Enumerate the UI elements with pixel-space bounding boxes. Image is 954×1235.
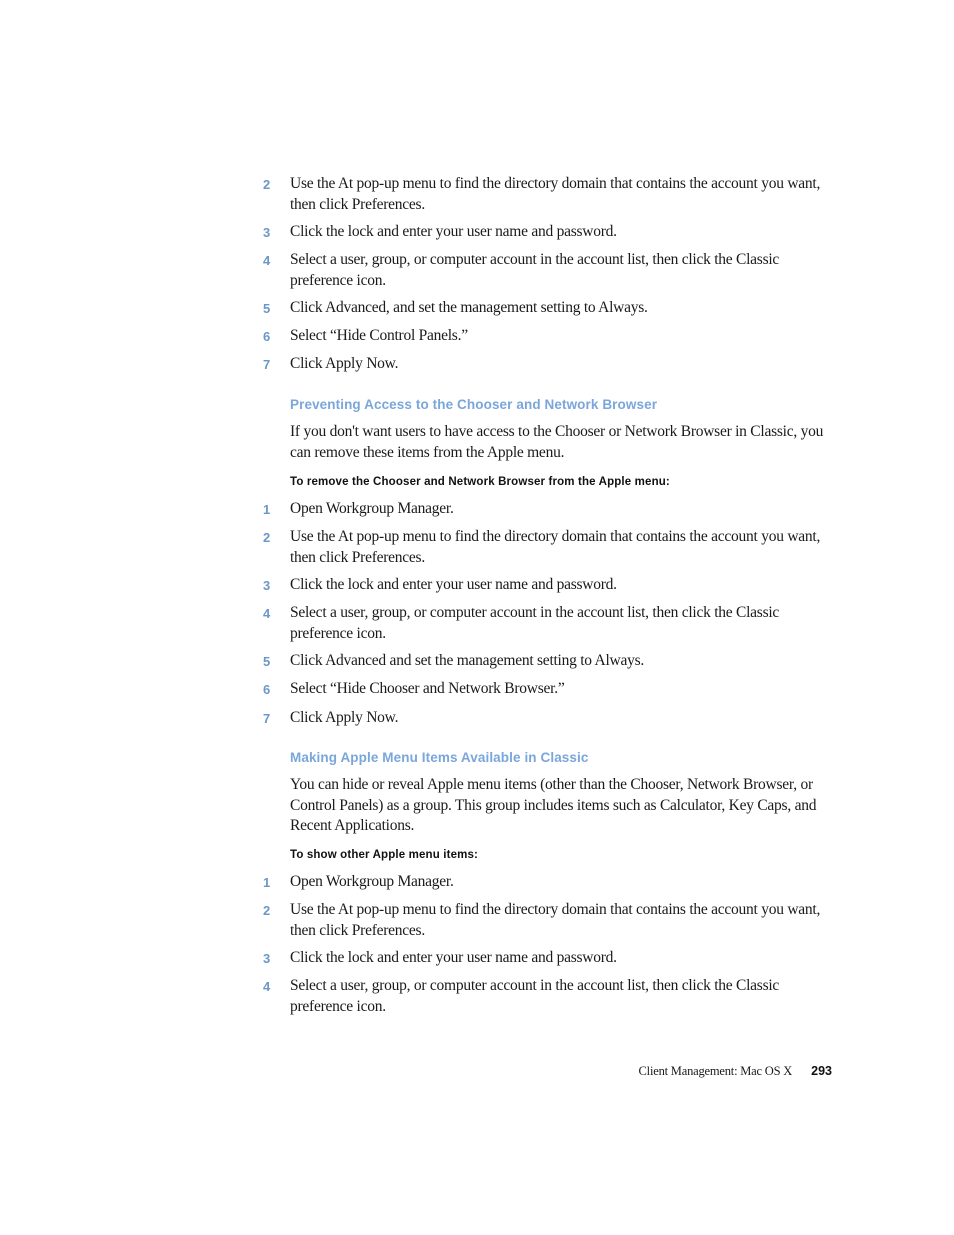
step-text: Use the At pop-up menu to find the directory domain that contains the account you want, then click Preferences.: [290, 528, 821, 566]
page-number: 293: [811, 1064, 832, 1078]
step-item: [263, 900, 833, 941]
step-item: [263, 499, 833, 520]
step-text: Click Apply Now.: [290, 355, 399, 372]
step-number: 7: [263, 357, 270, 372]
section-intro: You can hide or reveal Apple menu items (other than the Chooser, Network Browser, or Control Panels) as a group. This group includes items such as Calculator, Key Caps, and Recent Applications.: [290, 776, 817, 834]
step-item: [263, 679, 833, 700]
section-heading: Making Apple Menu Items Available in Classic: [290, 750, 589, 765]
step-text: Select “Hide Chooser and Network Browser.”: [290, 680, 565, 697]
step-number: 5: [263, 654, 270, 669]
step-text: Select a user, group, or computer account in the account list, then click the Classic preference icon.: [290, 251, 780, 289]
step-number: 2: [263, 530, 270, 545]
step-text: Open Workgroup Manager.: [290, 873, 454, 890]
step-text: Click the lock and enter your user name and password.: [290, 576, 617, 593]
step-item: [263, 603, 833, 644]
step-text: Open Workgroup Manager.: [290, 500, 454, 517]
step-text: Click Advanced, and set the management setting to Always.: [290, 299, 648, 316]
step-item: [263, 354, 833, 375]
section-heading: Preventing Access to the Chooser and Network Browser: [290, 397, 658, 412]
step-text: Select “Hide Control Panels.”: [290, 327, 468, 344]
step-item: [263, 250, 833, 291]
step-text: Select a user, group, or computer account in the account list, then click the Classic preference icon.: [290, 604, 780, 642]
step-number: 4: [263, 253, 270, 268]
step-item: [263, 298, 833, 319]
step-number: 2: [263, 903, 270, 918]
page-footer: [639, 1064, 832, 1079]
step-item: [263, 527, 833, 568]
step-text: Click Apply Now.: [290, 709, 399, 726]
step-number: 1: [263, 502, 270, 517]
step-number: 5: [263, 301, 270, 316]
step-number: 3: [263, 951, 270, 966]
step-number: 6: [263, 329, 270, 344]
step-item: [263, 872, 833, 893]
step-text: Click the lock and enter your user name and password.: [290, 949, 617, 966]
step-item: [263, 708, 833, 729]
step-text: Use the At pop-up menu to find the directory domain that contains the account you want, then click Preferences.: [290, 901, 821, 939]
step-item: [263, 976, 833, 1017]
step-number: 7: [263, 711, 270, 726]
step-number: 4: [263, 606, 270, 621]
step-item: [263, 651, 833, 672]
step-number: 1: [263, 875, 270, 890]
step-item: [263, 575, 833, 596]
step-number: 3: [263, 225, 270, 240]
step-number: 2: [263, 177, 270, 192]
step-text: Click Advanced and set the management setting to Always.: [290, 652, 645, 669]
task-label: To remove the Chooser and Network Browser from the Apple menu:: [290, 476, 670, 488]
step-text: Select a user, group, or computer account in the account list, then click the Classic preference icon.: [290, 977, 780, 1015]
step-text: Click the lock and enter your user name and password.: [290, 223, 617, 240]
step-number: 3: [263, 578, 270, 593]
step-item: [263, 174, 833, 215]
step-number: 4: [263, 979, 270, 994]
task-label: To show other Apple menu items:: [290, 849, 479, 861]
step-item: [263, 948, 833, 969]
step-number: 6: [263, 682, 270, 697]
step-item: [263, 326, 833, 347]
footer-chapter-title: Client Management: Mac OS X: [638, 1064, 793, 1078]
section-intro: If you don't want users to have access to the Chooser or Network Browser in Classic, you can remove these items from the Apple menu.: [290, 423, 824, 461]
step-item: [263, 222, 833, 243]
step-text: Use the At pop-up menu to find the directory domain that contains the account you want, then click Preferences.: [290, 175, 821, 213]
